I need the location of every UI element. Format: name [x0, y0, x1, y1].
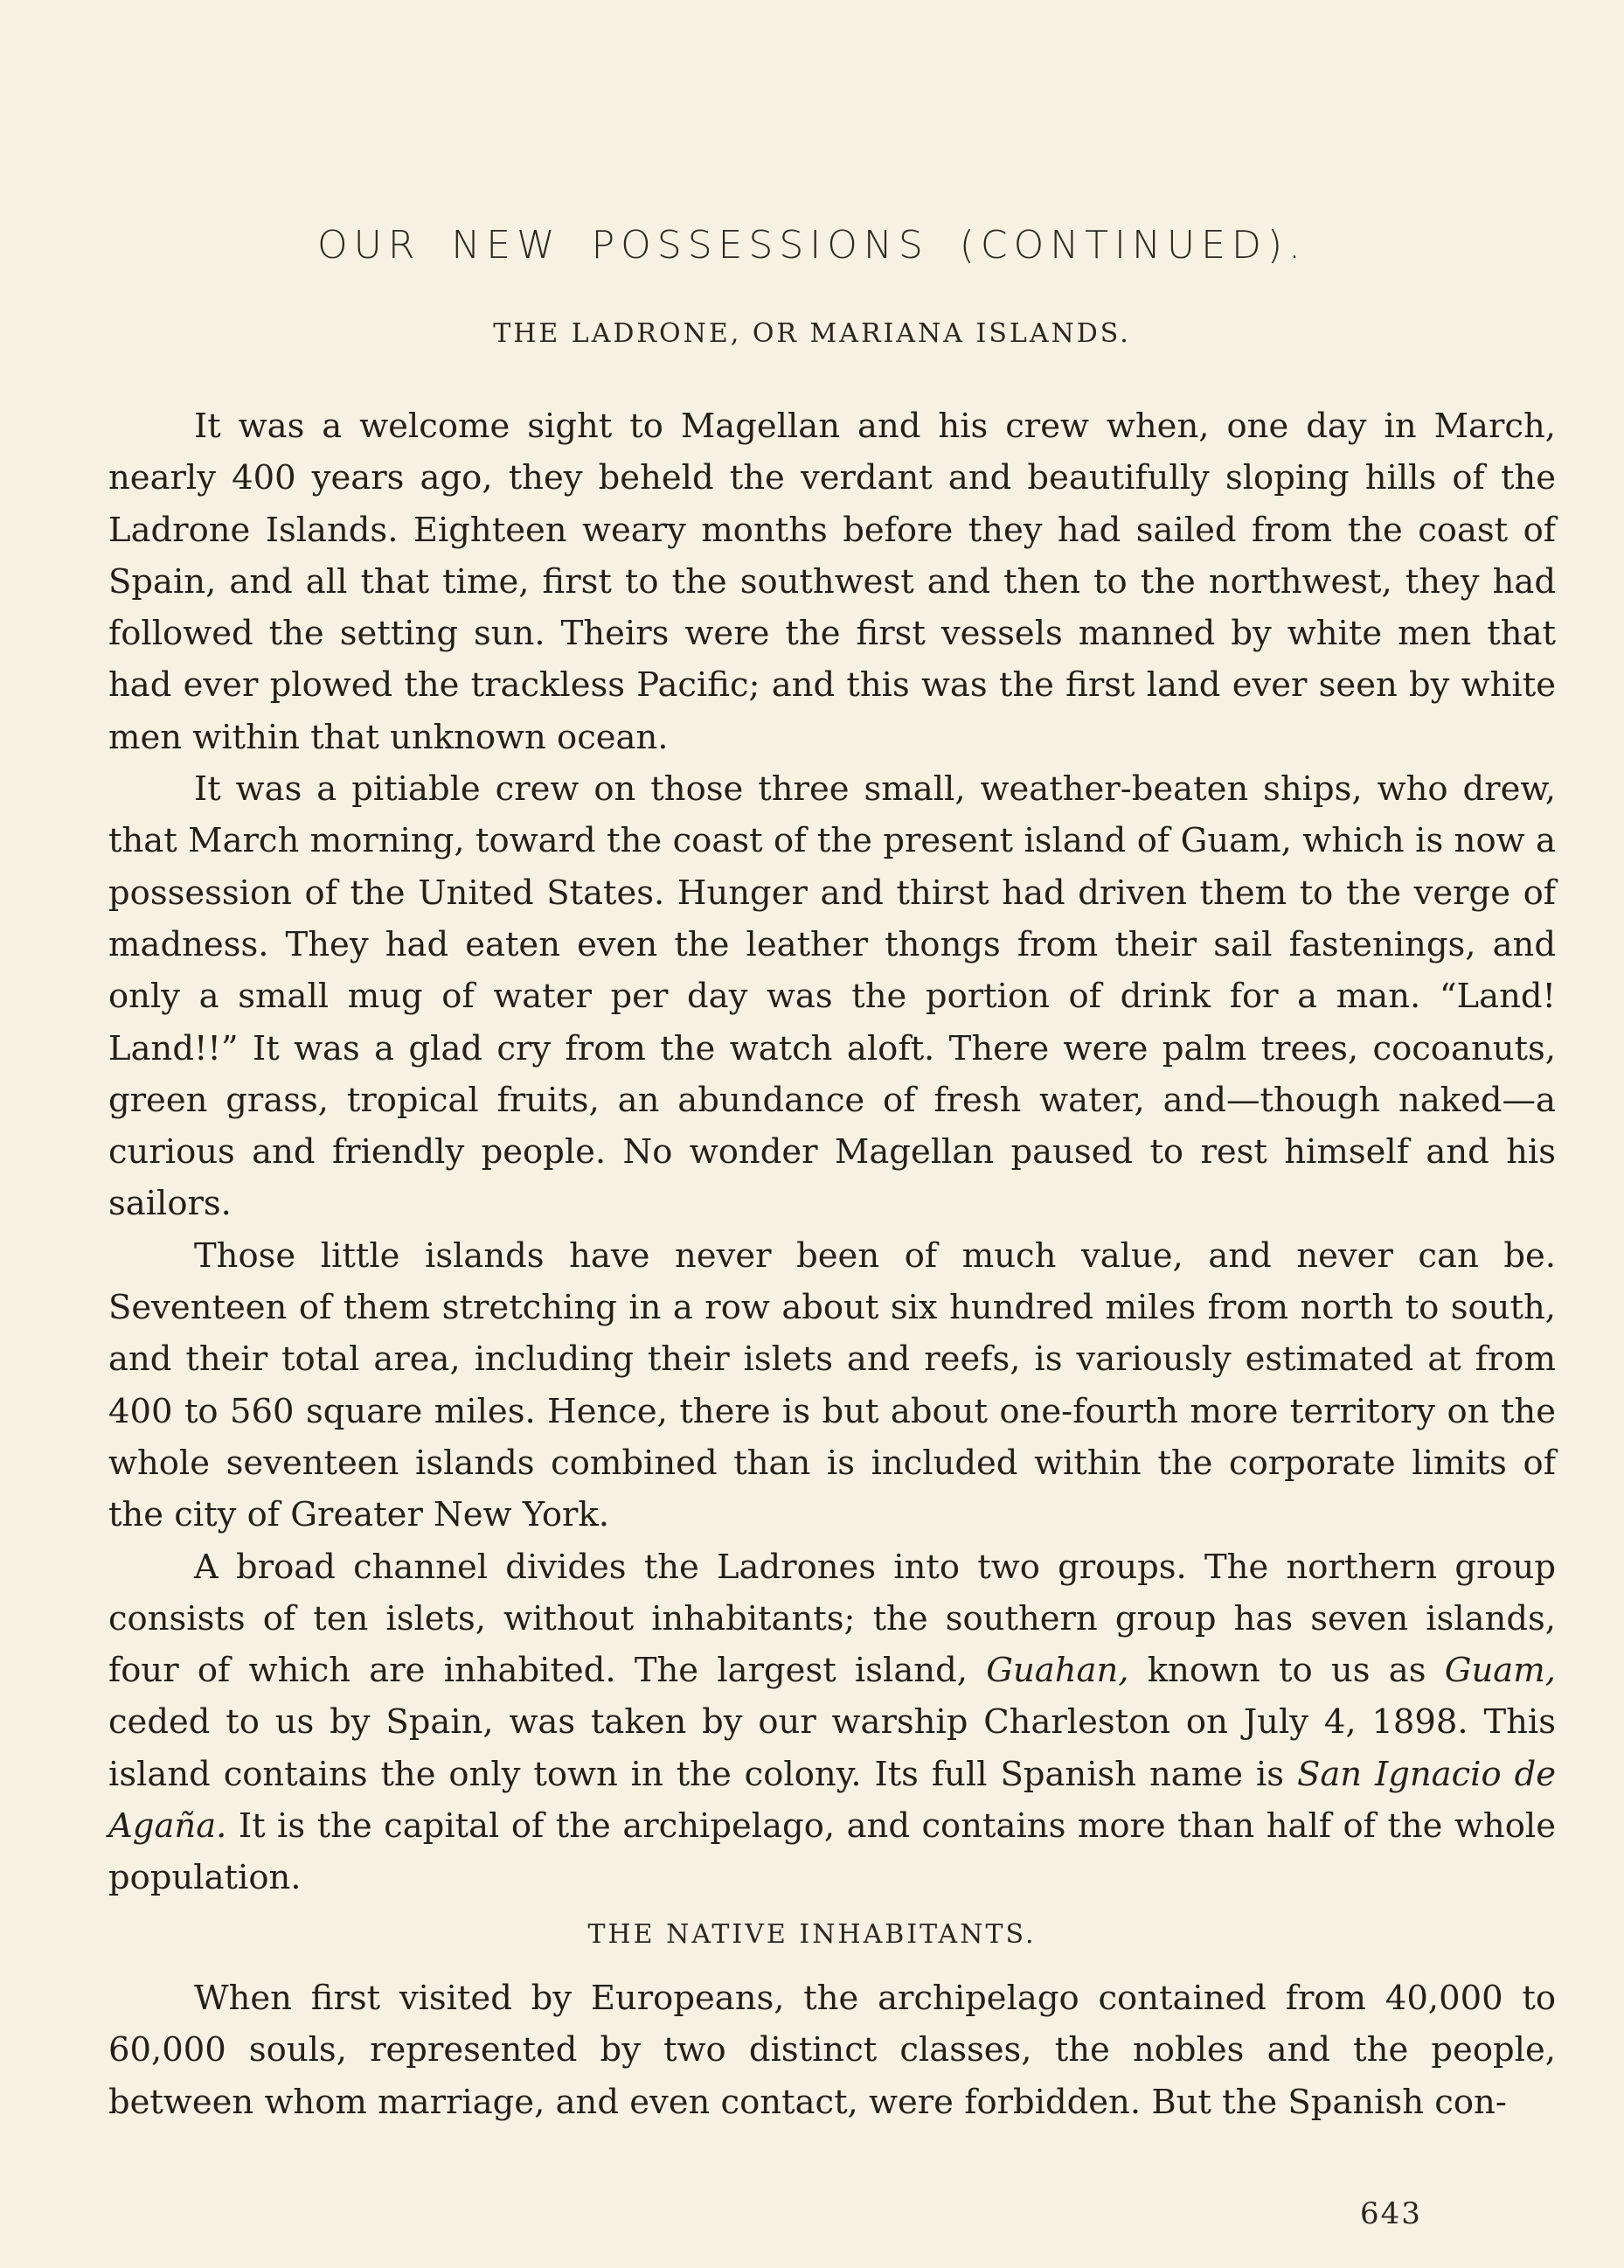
page-number: 643: [1360, 2196, 1422, 2231]
section-heading-native-inhabitants: THE NATIVE INHABITANTS.: [587, 1919, 1037, 1950]
text-run: ceded to us by Spain, was taken by our warship Charleston on July 4, 1898. This island contains the only town in the colony. Its full Spanish name is: [108, 1702, 1556, 1794]
italic-guam: Guam,: [1444, 1651, 1556, 1691]
text-run: known to us as: [1128, 1651, 1445, 1691]
paragraph-little-islands: Those little islands have never been of much value, and never can be. Seventeen of them stretching in a row about six hundred miles from north to south, and their total area, including their islets and reefs, is variously estimated at from 400 to 560 square miles. Hence, there is but about one-fourth more territory on the whole seventeen islands combined than is included within the corporate limits of the city of Greater New York.: [108, 1235, 1556, 1535]
paragraph-pitiable-crew: It was a pitiable crew on those three small, weather-beaten ships, who drew, that March morning, toward the coast of the present island of Guam, which is now a possession of the United States. Hunger and thirst had driven them to the verge of madness. They had eaten even the leather thongs from their sail fastenings, and only a small mug of water per day was the portion of drink for a man. “Land! Land!!” It was a glad cry from the watch aloft. There were palm trees, cocoanuts, green grass, tropical fruits, an abundance of fresh water, and—though naked—a curious and friendly people. No wonder Magellan paused to rest himself and his sailors.: [108, 769, 1556, 1224]
running-head: OUR NEW POSSESSIONS (CONTINUED).: [317, 223, 1307, 268]
paragraph-first-visited: When first visited by Europeans, the archipelago contained from 40,000 to 60,000 souls, represented by two distinct classes, the nobles and the people, between whom marriage, and even contact, were forbidden. But the Spanish con-: [108, 1979, 1556, 2122]
italic-guahan: Guahan,: [986, 1651, 1129, 1691]
paragraph-broad-channel: [108, 1541, 1556, 1904]
section-body-ladrone: [108, 400, 1556, 1904]
paragraph-magellan-arrival: It was a welcome sight to Magellan and his crew when, one day in March, nearly 400 years ago, they beheld the verdant and beautifully sloping hills of the Ladrone Islands. Eighteen weary months before they had sailed from the coast of Spain, and all that time, first to the southwest and then to the northwest, they had followed the setting sun. Theirs were the first vessels manned by white men that had ever plowed the trackless Pacific; and this was the first land ever seen by white men within that unknown ocean.: [108, 407, 1556, 757]
text-run: It is the capital of the archipelago, and contains more than half of the whole population.: [108, 1806, 1556, 1898]
section-heading-ladrone: THE LADRONE, OR MARIANA ISLANDS.: [493, 318, 1131, 349]
section-body-native-inhabitants: [108, 1972, 1556, 2128]
text-run: A broad channel divides the Ladrones into two groups. The northern group consists of ten islets, without inhabitants; the southern group has seven islands, four of which are inhabited. The largest island,: [108, 1547, 1556, 1691]
italic-san-ignacio: San Ignacio de Agaña.: [108, 1754, 1556, 1847]
